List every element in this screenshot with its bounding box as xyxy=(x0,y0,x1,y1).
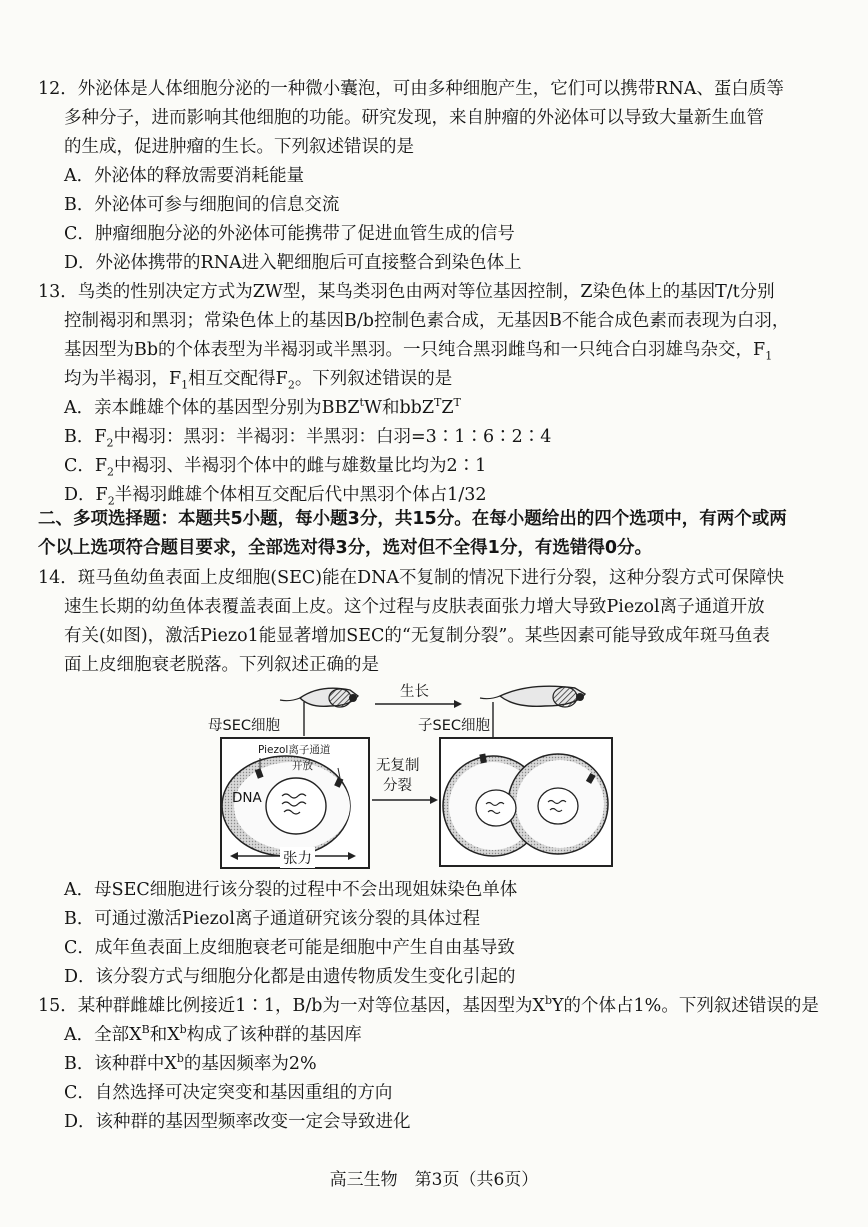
q12-option-a: A．外泌体的释放需要消耗能量 xyxy=(64,166,305,186)
q13-stem-line-3: 基因型为Bb的个体表型为半褐羽或半黑羽。一只纯合黑羽雌鸟和一只纯合白羽雄鸟杂交，$F_1$ xyxy=(64,340,773,363)
section-2-line-2: 个以上选项符合题目要求，全部选对得3分，选对但不全得1分，有选错得0分。 xyxy=(38,538,653,558)
larva-fish-left xyxy=(280,688,358,736)
q13-stem-line-1: 13．鸟类的性别决定方式为ZW型，某鸟类羽色由两对等位基因控制，Z染色体上的基因T/t分别 xyxy=(38,282,775,302)
question-13 xyxy=(38,278,838,510)
q15-option-c: C．自然选择可决定突变和基因重组的方向 xyxy=(64,1083,393,1103)
q12-option-c: C．肿瘤细胞分泌的外泌体可能携带了促进血管生成的信号 xyxy=(64,224,515,244)
label-mother-sec: 母SEC细胞 xyxy=(208,718,280,734)
q15-stem: 15．某种群雌雄比例接近1∶1，B/b为一对等位基因，基因型为$X^bY$的个体占1%。下列叙述错误的是 xyxy=(38,994,819,1016)
label-channel-line-1: Piezol离子通道 xyxy=(258,744,331,756)
q12-stem-line-3: 的生成，促进肿瘤的生长。下列叙述错误的是 xyxy=(64,137,414,157)
larva-fish-right xyxy=(480,686,585,738)
label-tension: 张力 xyxy=(280,847,315,868)
question-14-stem xyxy=(38,564,838,680)
label-dna: DNA xyxy=(232,790,262,806)
q12-option-b: B．外泌体可参与细胞间的信息交流 xyxy=(64,195,340,215)
section-2-line-1: 二、多项选择题：本题共5小题，每小题3分，共15分。在每小题给出的四个选项中，有两个或两 xyxy=(38,509,787,529)
q15-option-b: B．该种群中$X^b$的基因频率为2% xyxy=(64,1052,317,1074)
q13-stem-line-4: 均为半褐羽，$F_1$相互交配得$F_2$。下列叙述错误的是 xyxy=(64,369,453,392)
section-2-heading xyxy=(38,505,843,563)
q14-stem-line-4: 面上皮细胞衰老脱落。下列叙述正确的是 xyxy=(64,655,379,675)
q12-stem-line-2: 多种分子，进而影响其他细胞的功能。研究发现，来自肿瘤的外泌体可以导致大量新生血管 xyxy=(64,108,764,128)
q14-stem-line-1: 14．斑马鱼幼鱼表面上皮细胞(SEC)能在DNA不复制的情况下进行分裂，这种分裂方式可保障快 xyxy=(38,568,785,588)
q13-option-d: D．$F_2$半褐羽雌雄个体相互交配后代中黑羽个体占1/32 xyxy=(64,485,487,508)
label-daughter-sec: 子SEC细胞 xyxy=(418,718,490,734)
q14-option-a: A．母SEC细胞进行该分裂的过程中不会出现姐妹染色单体 xyxy=(64,880,518,900)
page-footer: 高三生物 第3页（共6页） xyxy=(329,1170,539,1190)
q14-option-b: B．可通过激活Piezol离子通道研究该分裂的具体过程 xyxy=(64,909,480,929)
q14-stem-line-3: 有关(如图)，激活Piezo1能显著增加SEC的“无复制分裂”。某些因素可能导致成年斑马鱼表 xyxy=(64,626,770,646)
q12-stem-line-1: 12．外泌体是人体细胞分泌的一种微小囊泡，可由多种细胞产生，它们可以携带RNA、蛋白质等 xyxy=(38,79,784,99)
q15-option-a: A．全部$X^B$和$X^b$构成了该种群的基因库 xyxy=(64,1023,362,1045)
question-14-options xyxy=(38,876,838,992)
label-division-line-2: 分裂 xyxy=(383,778,412,794)
q13-option-c: C．$F_2$中褐羽、半褐羽个体中的雌与雄数量比均为2∶1 xyxy=(64,456,487,479)
label-growth: 生长 xyxy=(400,684,429,700)
q15-option-d: D．该种群的基因型频率改变一定会导致进化 xyxy=(64,1112,411,1132)
q12-option-d: D．外泌体携带的RNA进入靶细胞后可直接整合到染色体上 xyxy=(64,253,522,273)
question-15 xyxy=(38,992,838,1137)
q13-option-b: B．$F_2$中褐羽：黑羽：半褐羽：半黑羽：白羽=3∶1∶6∶2∶4 xyxy=(64,427,552,450)
question-12 xyxy=(38,75,838,278)
q14-stem-line-2: 速生长期的幼鱼体表覆盖表面上皮。这个过程与皮肤表面张力增大导致Piezol离子通道开放 xyxy=(64,597,765,617)
q13-option-a: A．亲本雌雄个体的基因型分别为BBZ$^t$W和$bbZ^TZ^T$ xyxy=(64,396,461,418)
label-channel-line-2: 开放 xyxy=(292,760,313,772)
q14-option-d: D．该分裂方式与细胞分化都是由遗传物质发生变化引起的 xyxy=(64,967,516,987)
q14-option-c: C．成年鱼表面上皮细胞衰老可能是细胞中产生自由基导致 xyxy=(64,938,515,958)
q13-stem-line-2: 控制褐羽和黑羽；常染色体上的基因B/b控制色素合成，无基因B不能合成色素而表现为白羽， xyxy=(64,311,790,331)
label-division-line-1: 无复制 xyxy=(376,758,420,774)
sec-division-figure xyxy=(200,678,620,873)
